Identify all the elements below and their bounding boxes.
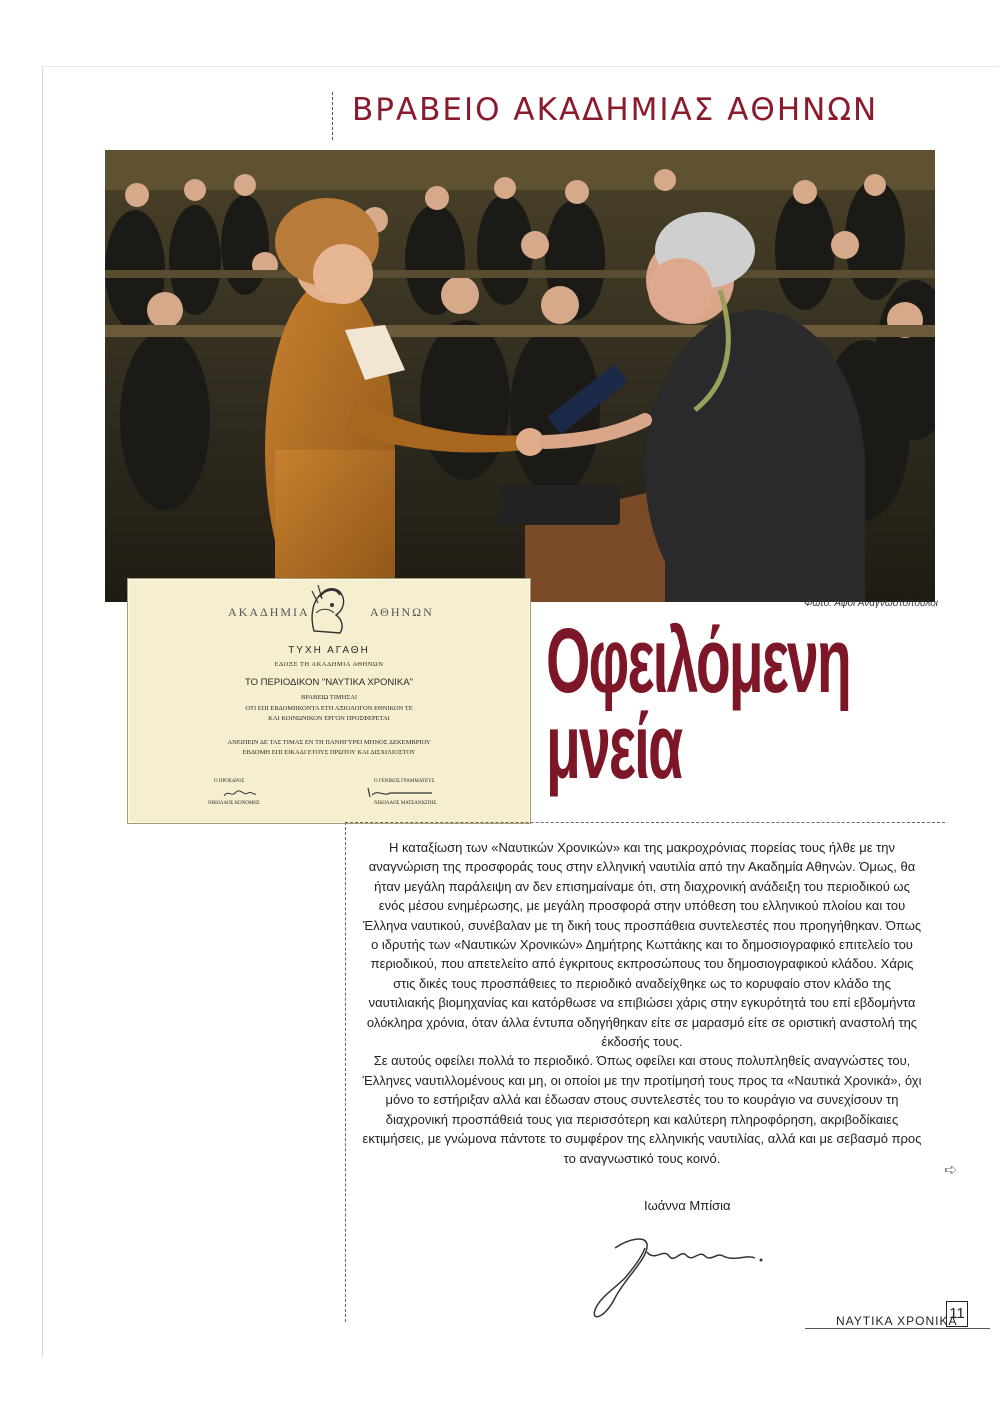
cert-president-name: ΝΙΚΟΛΑΟΣ ΚΟΝΟΜΗΣ bbox=[208, 801, 260, 806]
cert-decree: ΕΔΟΞΕ ΤΗ ΑΚΑΔΗΜΙΑ ΑΘΗΝΩΝ bbox=[274, 661, 384, 668]
cert-president-title: Ο ΠΡΟΕΔΡΟΣ bbox=[214, 779, 245, 784]
author-name: Ιωάννα Μπίσια bbox=[644, 1198, 731, 1213]
article-paragraph-1: Η καταξίωση των «Ναυτικών Χρονικών» και της μακροχρόνιας πορείας τους ήλθε με την αναγνώριση της προσφοράς τους στην ελληνική ναυτιλία από την Ακαδημία Αθηνών. Όμως, θα ήταν μεγάλη παράλειψη αν δεν επισημαίναμε ότι, στη διαχρονική ανάδειξη του περιοδικού ως ενός μέσου ενημέρωσης, με μεγάλη προσφορά στην υπόθεση του ελληνικού πλοίου και του Έλληνα ναυτικού, συνέβαλαν με τη δική τους προσπάθεια συντελεστές που προηγήθηκαν. Όπως ο ιδρυτής των «Ναυτικών Χρονικών» Δημήτρης Κωττάκης και το δημοσιογραφικό επιτελείο του περιοδικού, που απετελείτο από έγκριτους εκπροσώπους του δημοσιογραφικού κλάδου. Χάρις στις δικές τους προσπάθειες το περιοδικό αναδείχθηκε ως το κορυφαίο στον κλάδο της ναυτιλιακής βιομηχανίας και κατόρθωσε να επιβιώσει χάρις στην εγκυρότητά του επί εβδομήντα ολόκληρα χρόνια, όταν άλλα έντυπα οδηγήθηκαν είτε σε μαρασμό είτε σε οριστική αναστολή της έκδοσής τους. bbox=[362, 840, 922, 1050]
cert-reason-line-2: ΚΑΙ ΚΟΙΝΩΝΙΚΟΝ ΕΡΓΟΝ ΠΡΟΣΦΕΡΕΤΑΙ bbox=[268, 715, 390, 722]
cert-date-line-2: ΕΒΔΟΜΗ ΕΠΙ ΕΙΚΑΔΙ ΕΤΟΥΣ ΠΡΩΤΟΥ ΚΑΙ ΔΙΣΧΙΛΙΟΣΤΟΥ bbox=[242, 749, 416, 756]
cert-left-word: ΑΚΑΔΗΜΙΑ bbox=[228, 605, 310, 619]
award-certificate bbox=[127, 578, 531, 824]
headline bbox=[546, 610, 850, 798]
cert-right-word: ΑΘΗΝΩΝ bbox=[370, 605, 434, 619]
secretary-signature bbox=[366, 785, 436, 799]
magazine-name: ΝΑΥΤΙΚΑ ΧΡΟΝΙΚΑ bbox=[836, 1314, 958, 1328]
article-border-left bbox=[345, 822, 346, 1322]
headline-line-2: μνεία bbox=[546, 696, 682, 798]
header-divider bbox=[332, 92, 333, 140]
cert-motto: ΤΥΧΗ ΑΓΑΘΗ bbox=[288, 645, 370, 656]
footer-rule bbox=[805, 1328, 990, 1329]
section-title: ΒΡΑΒΕΙΟ ΑΚΑΔΗΜΙΑΣ ΑΘΗΝΩΝ bbox=[352, 92, 879, 128]
cert-reason-line-1: ΟΤΙ ΕΠΙ ΕΒΔΟΜΗΚΟΝΤΑ ΕΤΗ ΑΞΙΟΛΟΓΟΝ ΕΘΝΙΚΟΝ ΤΕ bbox=[245, 705, 413, 712]
award-ceremony-photo bbox=[105, 150, 935, 602]
athena-crest-icon bbox=[306, 583, 350, 635]
article-body bbox=[362, 838, 922, 1168]
cert-secretary-name: ΝΙΚΟΛΑΟΣ ΜΑΤΣΑΝΙΩΤΗΣ bbox=[374, 801, 437, 806]
cert-secretary-title: Ο ΓΕΝΙΚΟΣ ΓΡΑΜΜΑΤΕΥΣ bbox=[374, 779, 435, 784]
cert-award: ΒΡΑΒΕΙΩ ΤΙΜΗΣΑΙ bbox=[300, 694, 358, 701]
president-signature bbox=[222, 787, 258, 799]
cert-date-line-1: ΑΝΕΙΠΕΙΝ ΔΕ ΤΑΣ ΤΙΜΑΣ ΕΝ ΤΗ ΠΑΝΗΓΥΡΕΙ ΜΗΝΟΣ ΔΕΚΕΜΒΡΙΟΥ bbox=[227, 739, 431, 746]
continue-arrow-icon: ➪ bbox=[944, 1162, 958, 1179]
page-number: 11 bbox=[946, 1301, 968, 1327]
article-border-top bbox=[345, 822, 945, 823]
cert-recipient: ΤΟ ΠΕΡΙΟΔΙΚΟΝ "ΝΑΥΤΙΚΑ ΧΡΟΝΙΚΑ" bbox=[245, 677, 413, 688]
photo-credit: Φωτο: Αφοί Αναγνωστόπουλοι bbox=[804, 598, 938, 609]
author-signature bbox=[585, 1218, 785, 1328]
article-paragraph-2: Σε αυτούς οφείλει πολλά το περιοδικό. Όπως οφείλει και στους πολυπληθείς αναγνώστες του, Έλληνες ναυτιλλομένους και μη, οι οποίοι με την προτίμησή τους προς τα «Ναυτικά Χρονικά», όχι μόνο το εστήριξαν αλλά και έδωσαν στους συντελεστές του το κουράγιο να συνεχίσουν τη διαχρονική προσπάθειά τους για περισσότερη και καλύτερη πληροφόρηση, ακριβοδίκαιες εκτιμήσεις, με γνώμονα πάντοτε το συμφέρον της ελληνικής ναυτιλίας, αλλά και με σεβασμό προς το αναγνωστικό τους κοινό. bbox=[362, 1053, 922, 1166]
headline-line-1: Οφειλόμενη bbox=[546, 610, 850, 712]
